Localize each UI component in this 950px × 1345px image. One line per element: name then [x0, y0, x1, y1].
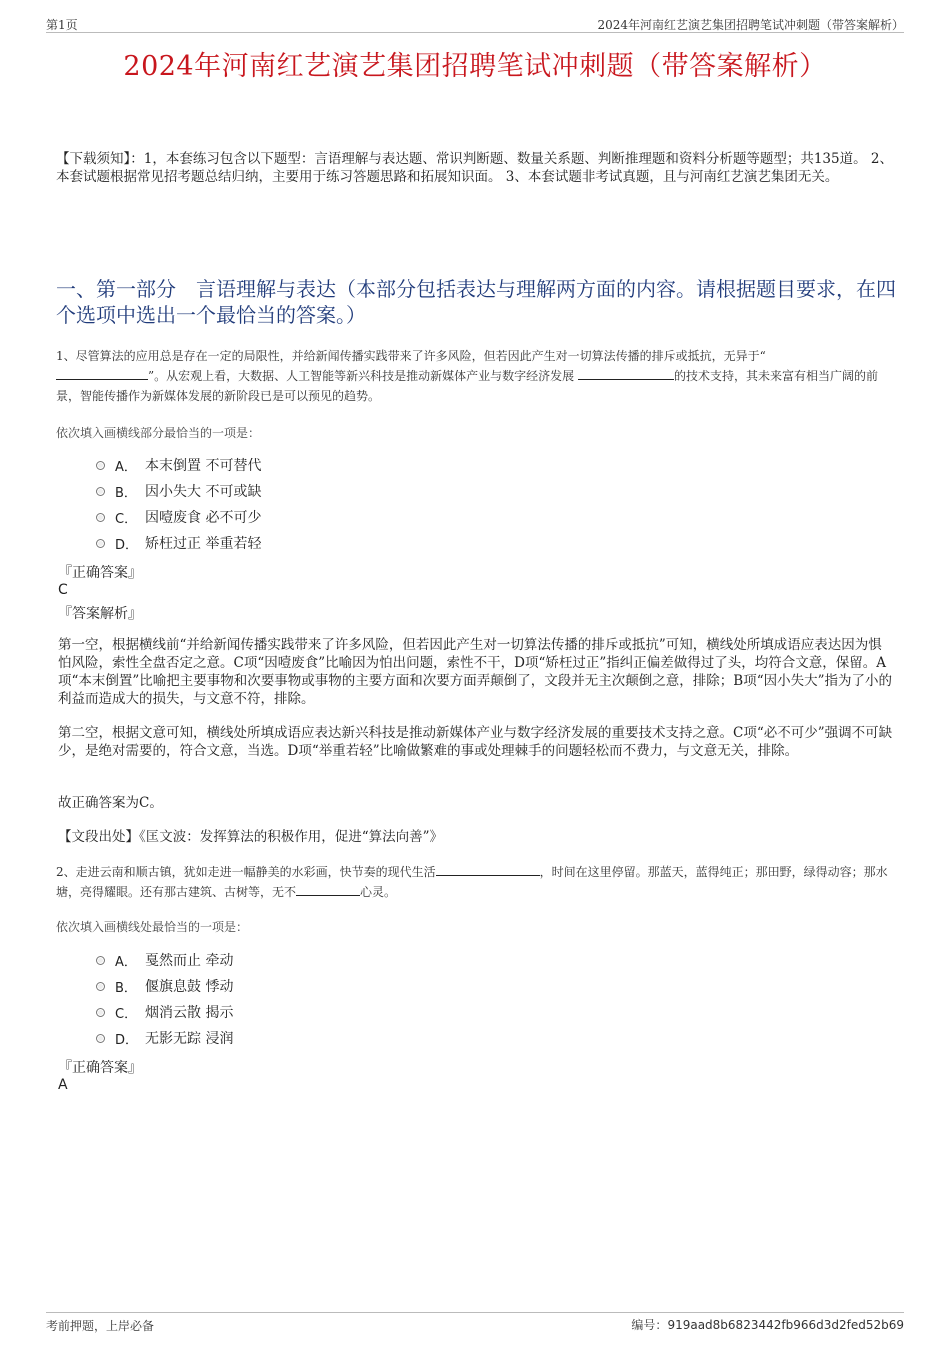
download-notice: 【下载须知】：1，本套练习包含以下题型：言语理解与表达题、常识判断题、数量关系题、判断推理题和资料分析题等题型；共135道。 2、本套试题根据常见招考题总结归纳，主要用于练习答题思路和拓展知识面。 3、本套试题非考试真题，且与河南红艺演艺集团无关。: [56, 151, 893, 185]
option-c[interactable]: C． 烟消云散 揭示: [96, 999, 233, 1025]
answer-label: 『正确答案』: [58, 565, 142, 581]
blank-line: [436, 863, 540, 876]
blank-line: [56, 367, 148, 380]
radio-icon[interactable]: [96, 1034, 105, 1043]
radio-icon[interactable]: [96, 461, 105, 470]
answer-label: 『正确答案』: [58, 1060, 142, 1076]
question-1-options: [96, 452, 261, 556]
radio-icon[interactable]: [96, 982, 105, 991]
option-d[interactable]: D． 矫枉过正 举重若轻: [96, 530, 261, 556]
correct-answer: A: [58, 1077, 68, 1093]
correct-answer: C: [58, 582, 68, 598]
header-doc-title: 2024年河南红艺演艺集团招聘笔试冲刺题（带答案解析）: [597, 18, 904, 32]
question-1-text: 1、尽管算法的应用总是存在一定的局限性，并给新闻传播实践带来了许多风险，但若因此产生对一切算法传播的排斥或抵抗，无异于“ ”。从宏观上看，大数据、人工智能等新兴科技是推动新媒体产业与数字经济发展 的技术支持，其未来富有相当广阔的前景，智能传播作为新媒体发展的新阶段已是可以预见的趋势。: [56, 349, 878, 403]
option-b[interactable]: B． 因小失大 不可或缺: [96, 478, 261, 504]
option-c[interactable]: C． 因噎废食 必不可少: [96, 504, 261, 530]
page-number: 第1页: [46, 18, 78, 32]
section-heading: 一、第一部分 言语理解与表达（本部分包括表达与理解两方面的内容。请根据题目要求，在四个选项中选出一个最恰当的答案。）: [56, 277, 896, 327]
question-2-options: [96, 947, 233, 1051]
option-d[interactable]: D． 无影无踪 浸润: [96, 1025, 233, 1051]
blank-line: [578, 367, 674, 380]
analysis-label: 『答案解析』: [58, 606, 142, 622]
page-header: [46, 14, 904, 33]
analysis-paragraph-2: 第二空，根据文意可知，横线处所填成语应表达新兴科技是推动新媒体产业与数字经济发展的重要技术支持之意。C项“必不可少”强调不可缺少，是绝对需要的，符合文意，当选。D项“举重若轻”比喻做繁难的事或处理棘手的问题轻松而不费力，与文意无关，排除。: [58, 725, 893, 759]
radio-icon[interactable]: [96, 513, 105, 522]
radio-icon[interactable]: [96, 956, 105, 965]
question-2-text: 2、走进云南和顺古镇，犹如走进一幅静美的水彩画，快节奏的现代生活 ，时间在这里停留。那蓝天，蓝得纯正；那田野，绿得动容；那水塘，亮得耀眼。还有那古建筑、古树等，无不 心灵。: [56, 865, 888, 899]
radio-icon[interactable]: [96, 539, 105, 548]
analysis-conclusion: 故正确答案为C。: [58, 795, 163, 811]
blank-line: [296, 883, 360, 896]
option-a[interactable]: A． 戛然而止 牵动: [96, 947, 233, 973]
page-footer: [46, 1312, 904, 1333]
option-a[interactable]: A． 本末倒置 不可替代: [96, 452, 261, 478]
footer-slogan: 考前押题，上岸必备: [46, 1319, 155, 1333]
question-1-instruction: 依次填入画横线部分最恰当的一项是：: [56, 426, 261, 440]
radio-icon[interactable]: [96, 487, 105, 496]
question-2-instruction: 依次填入画横线处最恰当的一项是：: [56, 920, 249, 934]
document-id: 编号：919aad8b6823442fb966d3d2fed52b69: [631, 1318, 904, 1332]
document-title: 2024年河南红艺演艺集团招聘笔试冲刺题（带答案解析）: [123, 51, 827, 82]
source-citation: 【文段出处】《匡文波：发挥算法的积极作用，促进“算法向善”》: [58, 829, 444, 845]
analysis-paragraph-1: 第一空，根据横线前“并给新闻传播实践带来了许多风险，但若因此产生对一切算法传播的排斥或抵抗”可知，横线处所填成语应表达因为惧怕风险，索性全盘否定之意。C项“因噎废食”比喻因为怕出问题，索性不干，D项“矫枉过正”指纠正偏差做得过了头，均符合文意，保留。A项“本末倒置”比喻把主要事物和次要事物或事物的主要方面和次要方面弄颠倒了，文段并无主次颠倒之意，排除；B项“因小失大”指为了小的利益而造成大的损失，与文意不符，排除。: [58, 637, 893, 707]
radio-icon[interactable]: [96, 1008, 105, 1017]
option-b[interactable]: B． 偃旗息鼓 悸动: [96, 973, 233, 999]
